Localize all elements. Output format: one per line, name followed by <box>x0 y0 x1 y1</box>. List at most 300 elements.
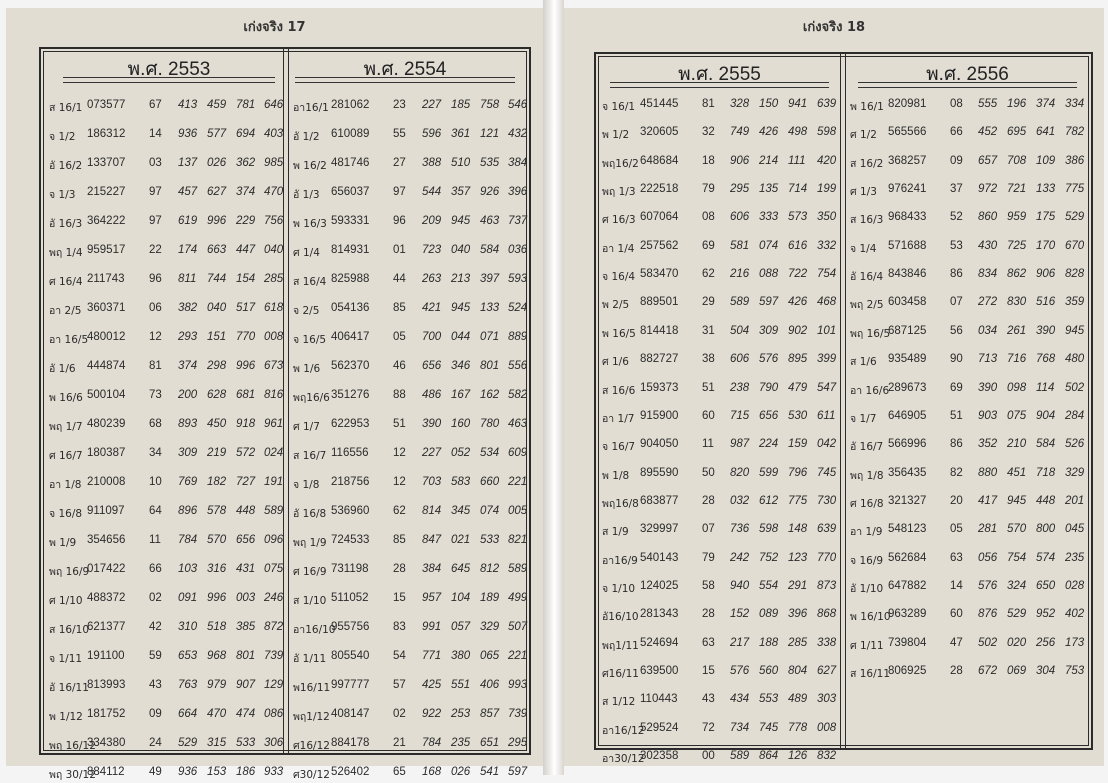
result-row <box>596 689 843 709</box>
first-prize: 731198 <box>331 563 369 575</box>
three-digit-prize: 137 <box>178 157 198 169</box>
three-digit-prize: 868 <box>817 608 837 621</box>
first-prize: 882727 <box>640 353 679 366</box>
three-digit-prize: 298 <box>207 360 227 372</box>
result-row <box>844 463 1091 483</box>
draw-date: จ 1/4 <box>850 242 877 255</box>
result-row <box>596 576 843 596</box>
three-digit-prize: 814 <box>422 505 442 517</box>
three-digit-prize: 727 <box>236 476 256 488</box>
three-digit-prize: 576 <box>759 353 779 366</box>
three-digit-prize: 771 <box>422 650 442 662</box>
first-prize: 603458 <box>888 296 927 309</box>
three-digit-prize: 753 <box>1065 665 1085 677</box>
draw-date: อา 1/7 <box>602 412 635 425</box>
three-digit-prize: 820 <box>730 466 750 479</box>
three-digit-prize: 936 <box>178 766 198 778</box>
three-digit-prize: 535 <box>480 157 500 169</box>
result-row <box>41 182 285 202</box>
three-digit-prize: 470 <box>264 186 284 198</box>
three-digit-prize: 502 <box>978 636 998 649</box>
three-digit-prize: 459 <box>207 99 227 111</box>
three-digit-prize: 904 <box>1036 409 1056 422</box>
three-digit-prize: 681 <box>236 389 256 401</box>
first-prize: 843846 <box>888 268 927 281</box>
two-digit-prize: 12 <box>393 447 406 459</box>
draw-date: จ 16/4 <box>602 271 636 284</box>
three-digit-prize: 581 <box>730 239 750 252</box>
two-digit-prize: 05 <box>950 523 963 536</box>
three-digit-prize: 957 <box>422 592 442 604</box>
first-prize: 368257 <box>888 154 927 167</box>
draw-date: ศ 16/3 <box>602 214 636 227</box>
three-digit-prize: 945 <box>451 215 471 227</box>
three-digit-prize: 219 <box>207 447 227 459</box>
three-digit-prize: 555 <box>978 98 998 110</box>
three-digit-prize: 864 <box>759 750 779 763</box>
three-digit-prize: 026 <box>207 157 227 169</box>
first-prize: 621377 <box>87 621 126 633</box>
three-digit-prize: 221 <box>508 476 528 488</box>
three-digit-prize: 516 <box>1036 296 1056 309</box>
three-digit-prize: 069 <box>1007 665 1027 677</box>
three-digit-prize: 770 <box>236 331 256 343</box>
two-digit-prize: 66 <box>950 126 963 139</box>
result-row <box>596 519 843 539</box>
result-row <box>596 94 843 114</box>
result-row <box>844 378 1091 398</box>
three-digit-prize: 596 <box>422 128 442 140</box>
three-digit-prize: 739 <box>508 708 528 720</box>
result-row <box>596 746 843 766</box>
first-prize: 481746 <box>331 157 370 169</box>
three-digit-prize: 390 <box>1036 324 1056 337</box>
two-digit-prize: 23 <box>393 99 406 111</box>
two-digit-prize: 96 <box>149 273 162 285</box>
three-digit-prize: 189 <box>480 592 500 604</box>
three-digit-prize: 572 <box>236 447 256 459</box>
three-digit-prize: 324 <box>1007 579 1027 592</box>
draw-date: อั 16/4 <box>850 271 884 284</box>
first-prize: 257562 <box>640 239 679 252</box>
three-digit-prize: 529 <box>1065 211 1085 224</box>
three-digit-prize: 876 <box>978 608 998 621</box>
draw-date: จ 1/7 <box>850 412 877 425</box>
three-digit-prize: 781 <box>236 99 256 111</box>
three-digit-prize: 517 <box>236 302 256 314</box>
result-row <box>41 617 285 637</box>
first-prize: 976241 <box>888 183 927 196</box>
first-prize: 356435 <box>888 466 927 479</box>
two-digit-prize: 06 <box>149 302 162 314</box>
first-prize: 186312 <box>87 128 126 140</box>
first-prize: 739804 <box>888 636 927 649</box>
draw-date: ส 16/11 <box>850 668 891 680</box>
three-digit-prize: 303 <box>817 693 837 706</box>
two-digit-prize: 85 <box>393 534 406 546</box>
three-digit-prize: 708 <box>1007 154 1027 167</box>
three-digit-prize: 362 <box>236 157 256 169</box>
draw-date: อั 16/8 <box>293 508 327 520</box>
draw-date: พฤ1/11 <box>602 639 639 652</box>
first-prize: 524694 <box>640 636 679 649</box>
three-digit-prize: 985 <box>264 157 284 169</box>
first-prize: 354656 <box>87 534 126 546</box>
first-prize: 351276 <box>331 389 370 401</box>
three-digit-prize: 758 <box>480 99 500 111</box>
draw-date: อั 16/2 <box>49 160 83 172</box>
three-digit-prize: 057 <box>451 621 471 633</box>
two-digit-prize: 53 <box>950 239 963 252</box>
three-digit-prize: 872 <box>264 621 284 633</box>
two-digit-prize: 28 <box>950 665 963 677</box>
draw-date: อั 16/3 <box>49 218 83 230</box>
three-digit-prize: 979 <box>207 679 227 691</box>
three-digit-prize: 199 <box>817 183 837 196</box>
two-digit-prize: 72 <box>702 721 715 734</box>
three-digit-prize: 034 <box>978 324 998 337</box>
draw-date: จ 2/5 <box>293 305 320 317</box>
draw-date: ส 16/2 <box>850 157 884 170</box>
three-digit-prize: 745 <box>759 721 779 734</box>
three-digit-prize: 749 <box>730 126 750 139</box>
three-digit-prize: 804 <box>788 665 808 677</box>
draw-date: พ 16/2 <box>293 160 327 172</box>
first-prize: 566996 <box>888 438 927 451</box>
draw-date: พ 16/6 <box>49 392 83 404</box>
two-digit-prize: 28 <box>702 608 715 621</box>
three-digit-prize: 091 <box>178 592 198 604</box>
three-digit-prize: 518 <box>207 621 227 633</box>
three-digit-prize: 153 <box>207 766 227 778</box>
three-digit-prize: 700 <box>422 331 442 343</box>
two-digit-prize: 09 <box>149 708 162 720</box>
three-digit-prize: 619 <box>178 215 198 227</box>
two-digit-prize: 96 <box>393 215 406 227</box>
three-digit-prize: 991 <box>422 621 442 633</box>
first-prize: 683877 <box>640 494 679 507</box>
three-digit-prize: 599 <box>759 466 779 479</box>
draw-date: อา16/10 <box>293 624 336 636</box>
two-digit-prize: 42 <box>149 621 162 633</box>
three-digit-prize: 593 <box>508 273 528 285</box>
three-digit-prize: 133 <box>1036 183 1056 196</box>
three-digit-prize: 384 <box>422 563 442 575</box>
two-digit-prize: 67 <box>149 99 162 111</box>
three-digit-prize: 133 <box>480 302 500 314</box>
three-digit-prize: 893 <box>178 418 198 430</box>
three-digit-prize: 933 <box>264 766 284 778</box>
two-digit-prize: 08 <box>702 211 715 224</box>
two-digit-prize: 43 <box>149 679 162 691</box>
three-digit-prize: 641 <box>1036 126 1056 139</box>
three-digit-prize: 768 <box>1036 353 1056 366</box>
three-digit-prize: 589 <box>264 505 284 517</box>
three-digit-prize: 235 <box>451 737 471 749</box>
three-digit-prize: 754 <box>817 268 837 281</box>
three-digit-prize: 880 <box>978 466 998 479</box>
three-digit-prize: 790 <box>759 381 779 394</box>
three-digit-prize: 213 <box>451 273 471 285</box>
draw-date: จ 1/10 <box>602 582 636 595</box>
three-digit-prize: 309 <box>178 447 198 459</box>
two-digit-prize: 60 <box>702 409 715 422</box>
three-digit-prize: 816 <box>264 389 284 401</box>
three-digit-prize: 672 <box>978 665 998 677</box>
three-digit-prize: 584 <box>1036 438 1056 451</box>
two-digit-prize: 32 <box>702 126 715 139</box>
two-digit-prize: 63 <box>950 551 963 564</box>
first-prize: 364222 <box>87 215 126 227</box>
result-row <box>285 211 529 231</box>
three-digit-prize: 098 <box>1007 381 1027 394</box>
three-digit-prize: 272 <box>978 296 998 309</box>
draw-date: พฤ 1/4 <box>49 247 83 259</box>
draw-date: ศ 1/4 <box>293 247 320 259</box>
draw-date: อั 1/10 <box>850 582 884 595</box>
three-digit-prize: 191 <box>264 476 284 488</box>
three-digit-prize: 188 <box>759 636 779 649</box>
three-digit-prize: 390 <box>422 418 442 430</box>
two-digit-prize: 51 <box>393 418 406 430</box>
draw-date: อา16/12 <box>602 724 645 737</box>
three-digit-prize: 721 <box>1007 183 1027 196</box>
three-digit-prize: 502 <box>1065 381 1085 394</box>
draw-date: ศ 16/9 <box>293 566 327 578</box>
result-row <box>41 588 285 608</box>
draw-date: จ 16/8 <box>49 508 83 520</box>
result-row <box>596 207 843 227</box>
three-digit-prize: 597 <box>508 766 528 778</box>
draw-date: ส 16/4 <box>293 276 327 288</box>
three-digit-prize: 086 <box>264 708 284 720</box>
result-row <box>285 153 529 173</box>
three-digit-prize: 782 <box>1065 126 1085 139</box>
three-digit-prize: 737 <box>508 215 528 227</box>
result-row <box>285 356 529 376</box>
result-row <box>844 604 1091 624</box>
three-digit-prize: 544 <box>422 186 442 198</box>
three-digit-prize: 784 <box>178 534 198 546</box>
three-digit-prize: 388 <box>422 157 442 169</box>
three-digit-prize: 332 <box>817 239 837 252</box>
first-prize: 639500 <box>640 665 679 677</box>
three-digit-prize: 114 <box>1036 381 1055 394</box>
three-digit-prize: 784 <box>422 737 442 749</box>
draw-date: พ 1/6 <box>293 363 321 375</box>
result-row <box>844 434 1091 454</box>
three-digit-prize: 109 <box>1036 154 1056 167</box>
first-prize: 529524 <box>640 721 679 734</box>
first-prize: 451445 <box>640 98 679 110</box>
three-digit-prize: 040 <box>451 244 471 256</box>
first-prize: 281062 <box>331 99 370 111</box>
page-header: เก่งจริง 17 <box>243 20 306 35</box>
three-digit-prize: 533 <box>236 737 256 749</box>
three-digit-prize: 402 <box>1065 608 1085 621</box>
three-digit-prize: 941 <box>788 98 808 110</box>
three-digit-prize: 028 <box>1065 579 1085 592</box>
three-digit-prize: 121 <box>480 128 500 140</box>
three-digit-prize: 040 <box>207 302 227 314</box>
result-row <box>41 269 285 289</box>
three-digit-prize: 657 <box>978 154 998 167</box>
three-digit-prize: 420 <box>817 154 837 167</box>
three-digit-prize: 639 <box>817 98 837 110</box>
three-digit-prize: 071 <box>480 331 500 343</box>
three-digit-prize: 175 <box>1036 211 1056 224</box>
three-digit-prize: 421 <box>422 302 442 314</box>
two-digit-prize: 09 <box>950 154 963 167</box>
draw-date: ศ16/11 <box>602 668 639 680</box>
two-digit-prize: 05 <box>393 331 406 343</box>
three-digit-prize: 361 <box>451 128 471 140</box>
three-digit-prize: 026 <box>451 766 471 778</box>
lottery-table <box>594 52 1093 766</box>
three-digit-prize: 582 <box>508 389 528 401</box>
three-digit-prize: 730 <box>817 494 837 507</box>
three-digit-prize: 182 <box>207 476 227 488</box>
three-digit-prize: 345 <box>451 505 471 517</box>
result-row <box>41 501 285 521</box>
three-digit-prize: 088 <box>759 268 779 281</box>
first-prize: 562684 <box>888 551 927 564</box>
draw-date: จ 1/3 <box>49 189 76 201</box>
first-prize: 646905 <box>888 409 927 422</box>
three-digit-prize: 507 <box>508 621 528 633</box>
result-row <box>596 548 843 568</box>
three-digit-prize: 907 <box>236 679 256 691</box>
result-row <box>41 356 285 376</box>
first-prize: 968433 <box>888 211 927 224</box>
three-digit-prize: 089 <box>759 608 779 621</box>
three-digit-prize: 780 <box>480 418 500 430</box>
three-digit-prize: 413 <box>178 99 198 111</box>
three-digit-prize: 612 <box>759 494 779 507</box>
draw-date: ส 1/12 <box>602 696 636 709</box>
page-18 <box>564 8 1104 766</box>
three-digit-prize: 479 <box>788 381 808 394</box>
three-digit-prize: 656 <box>422 360 442 372</box>
first-prize: 963289 <box>888 608 927 621</box>
three-digit-prize: 987 <box>730 438 750 451</box>
three-digit-prize: 529 <box>1007 608 1027 621</box>
first-prize: 884112 <box>87 766 125 778</box>
three-digit-prize: 656 <box>236 534 256 546</box>
result-row <box>596 179 843 199</box>
three-digit-prize: 583 <box>451 476 471 488</box>
three-digit-prize: 551 <box>451 679 471 691</box>
three-digit-prize: 828 <box>1065 268 1085 281</box>
three-digit-prize: 832 <box>817 750 837 763</box>
three-digit-prize: 285 <box>264 273 284 285</box>
first-prize: 536960 <box>331 505 370 517</box>
first-prize: 408147 <box>331 708 370 720</box>
three-digit-prize: 801 <box>236 650 256 662</box>
first-prize: 334380 <box>87 737 126 749</box>
result-row <box>285 95 529 115</box>
result-row <box>844 633 1091 653</box>
three-digit-prize: 889 <box>508 331 528 343</box>
draw-date: พฤ 16/12 <box>49 740 96 752</box>
three-digit-prize: 470 <box>207 708 227 720</box>
two-digit-prize: 15 <box>702 665 715 677</box>
draw-date: ส 1/9 <box>602 526 629 539</box>
three-digit-prize: 386 <box>1065 154 1085 167</box>
result-row <box>285 298 529 318</box>
two-digit-prize: 73 <box>149 389 162 401</box>
three-digit-prize: 352 <box>978 438 998 451</box>
three-digit-prize: 574 <box>1036 551 1056 564</box>
result-row <box>285 501 529 521</box>
draw-date: ศ 1/10 <box>49 595 83 607</box>
three-digit-prize: 769 <box>178 476 198 488</box>
draw-date: จ 16/9 <box>850 554 884 567</box>
two-digit-prize: 66 <box>149 563 162 575</box>
first-prize: 935489 <box>888 353 927 366</box>
first-prize: 073577 <box>87 99 126 111</box>
three-digit-prize: 448 <box>236 505 256 517</box>
two-digit-prize: 07 <box>702 523 715 536</box>
three-digit-prize: 725 <box>1007 239 1027 252</box>
three-digit-prize: 628 <box>207 389 227 401</box>
result-row <box>844 349 1091 369</box>
three-digit-prize: 295 <box>508 737 528 749</box>
three-digit-prize: 221 <box>508 650 528 662</box>
two-digit-prize: 14 <box>950 579 963 592</box>
two-digit-prize: 27 <box>393 157 406 169</box>
three-digit-prize: 123 <box>788 551 808 564</box>
three-digit-prize: 627 <box>207 186 227 198</box>
draw-date: อา 1/8 <box>49 479 82 491</box>
first-prize: 562370 <box>331 360 370 372</box>
two-digit-prize: 59 <box>149 650 162 662</box>
draw-date: ส 1/6 <box>850 356 877 369</box>
three-digit-prize: 217 <box>730 636 750 649</box>
result-row <box>844 236 1091 256</box>
two-digit-prize: 82 <box>950 466 963 479</box>
three-digit-prize: 310 <box>178 621 198 633</box>
draw-date: จ 16/5 <box>293 334 327 346</box>
first-prize: 687125 <box>888 324 927 337</box>
two-digit-prize: 56 <box>950 324 963 337</box>
two-digit-prize: 54 <box>393 650 406 662</box>
first-prize: 360371 <box>87 302 126 314</box>
draw-date: จ 1/8 <box>293 479 320 491</box>
draw-date: ส 16/6 <box>602 384 636 397</box>
result-row <box>596 463 843 483</box>
draw-date: พฤ16/8 <box>602 497 639 510</box>
first-prize: 548123 <box>888 523 927 536</box>
three-digit-prize: 694 <box>236 128 256 140</box>
three-digit-prize: 611 <box>817 409 836 422</box>
three-digit-prize: 486 <box>422 389 442 401</box>
three-digit-prize: 474 <box>236 708 256 720</box>
first-prize: 511052 <box>331 592 369 604</box>
result-row <box>596 406 843 426</box>
three-digit-prize: 800 <box>1036 523 1056 536</box>
two-digit-prize: 21 <box>393 737 406 749</box>
result-row <box>285 559 529 579</box>
three-digit-prize: 151 <box>207 331 227 343</box>
three-digit-prize: 463 <box>480 215 500 227</box>
first-prize: 500104 <box>87 389 126 401</box>
result-row <box>285 762 529 782</box>
first-prize: 480239 <box>87 418 126 430</box>
three-digit-prize: 224 <box>759 438 779 451</box>
two-digit-prize: 79 <box>702 551 715 564</box>
three-digit-prize: 489 <box>788 693 808 706</box>
